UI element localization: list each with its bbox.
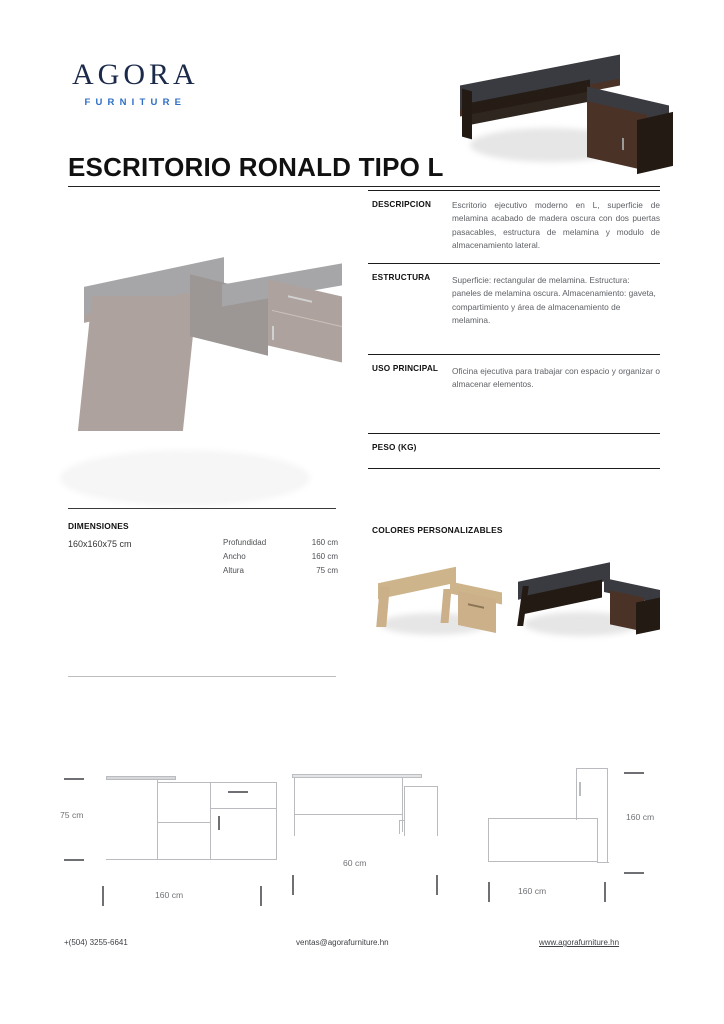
dimension-value: 160 cm [311,538,338,547]
width-dimension-label: 60 cm [343,858,367,868]
spec-row-descripcion [368,191,660,263]
dimensions-bottom-divider [68,676,336,677]
specification-table [368,190,660,469]
dimensions-heading: DIMENSIONES [68,521,129,531]
title-divider [68,186,660,187]
spec-label: DESCRIPCION [372,200,432,209]
depth-dimension-label: 160 cm [626,812,655,822]
spec-value: Escritorio ejecutivo moderno en L, superficie de melamina acabado de madera oscura con dos puertas pasacables, estructura de melamina y modulo de almacenamiento lateral. [452,200,660,251]
height-dimension-label: 75 cm [60,810,84,820]
spec-row-estructura [368,264,660,354]
technical-drawing-front [60,760,280,905]
dimensions-divider [68,508,336,509]
dimensions-summary: 160x160x75 cm [68,539,132,549]
dimension-key: Ancho [223,551,246,561]
dimension-value: 75 cm [316,565,338,575]
dimension-row [223,564,338,578]
technical-drawing-top [478,760,668,905]
footer-phone[interactable]: +(504) 3255-6641 [64,938,128,947]
dimension-value: 160 cm [311,551,338,561]
spec-value: Superficie: rectangular de melamina. Estructura: paneles de melamina oscura. Almacenamiento: gaveta, compartimiento y área de almacenamiento de melamina. [452,274,656,326]
footer-website[interactable]: www.agorafurniture.hn [539,938,620,947]
dimensions-table [223,536,338,577]
colors-heading: COLORES PERSONALIZABLES [372,525,503,535]
spec-row-uso-principal [368,355,660,434]
dimension-key: Profundidad [223,538,267,547]
dimension-key: Altura [223,565,244,575]
spec-label: PESO (KG) [372,443,417,453]
brand-name: AGORA [72,58,199,91]
spec-row-peso [368,434,660,468]
spec-value: Oficina ejecutiva para trabajar con espacio y organizar o almacenar elementos. [452,365,660,389]
width-dimension-label: 160 cm [518,886,547,896]
brand-tagline: FURNITURE [84,97,187,108]
spec-divider [368,468,660,469]
dimension-row [223,550,338,564]
spec-label: ESTRUCTURA [372,272,431,282]
brand-logo [72,60,199,108]
dimension-row [223,536,338,550]
width-dimension-label: 160 cm [155,890,184,900]
hero-product-render [440,50,670,165]
color-swatch-nogal-oscuro [512,560,662,640]
technical-drawing-side [286,760,461,905]
color-swatch-roble-claro [372,565,502,640]
page-title: ESCRITORIO RONALD TIPO L [68,152,444,182]
footer-email[interactable]: ventas@agorafurniture.hn [296,938,389,947]
dimensions-block [68,508,338,575]
spec-label: USO PRINCIPAL [372,363,439,373]
